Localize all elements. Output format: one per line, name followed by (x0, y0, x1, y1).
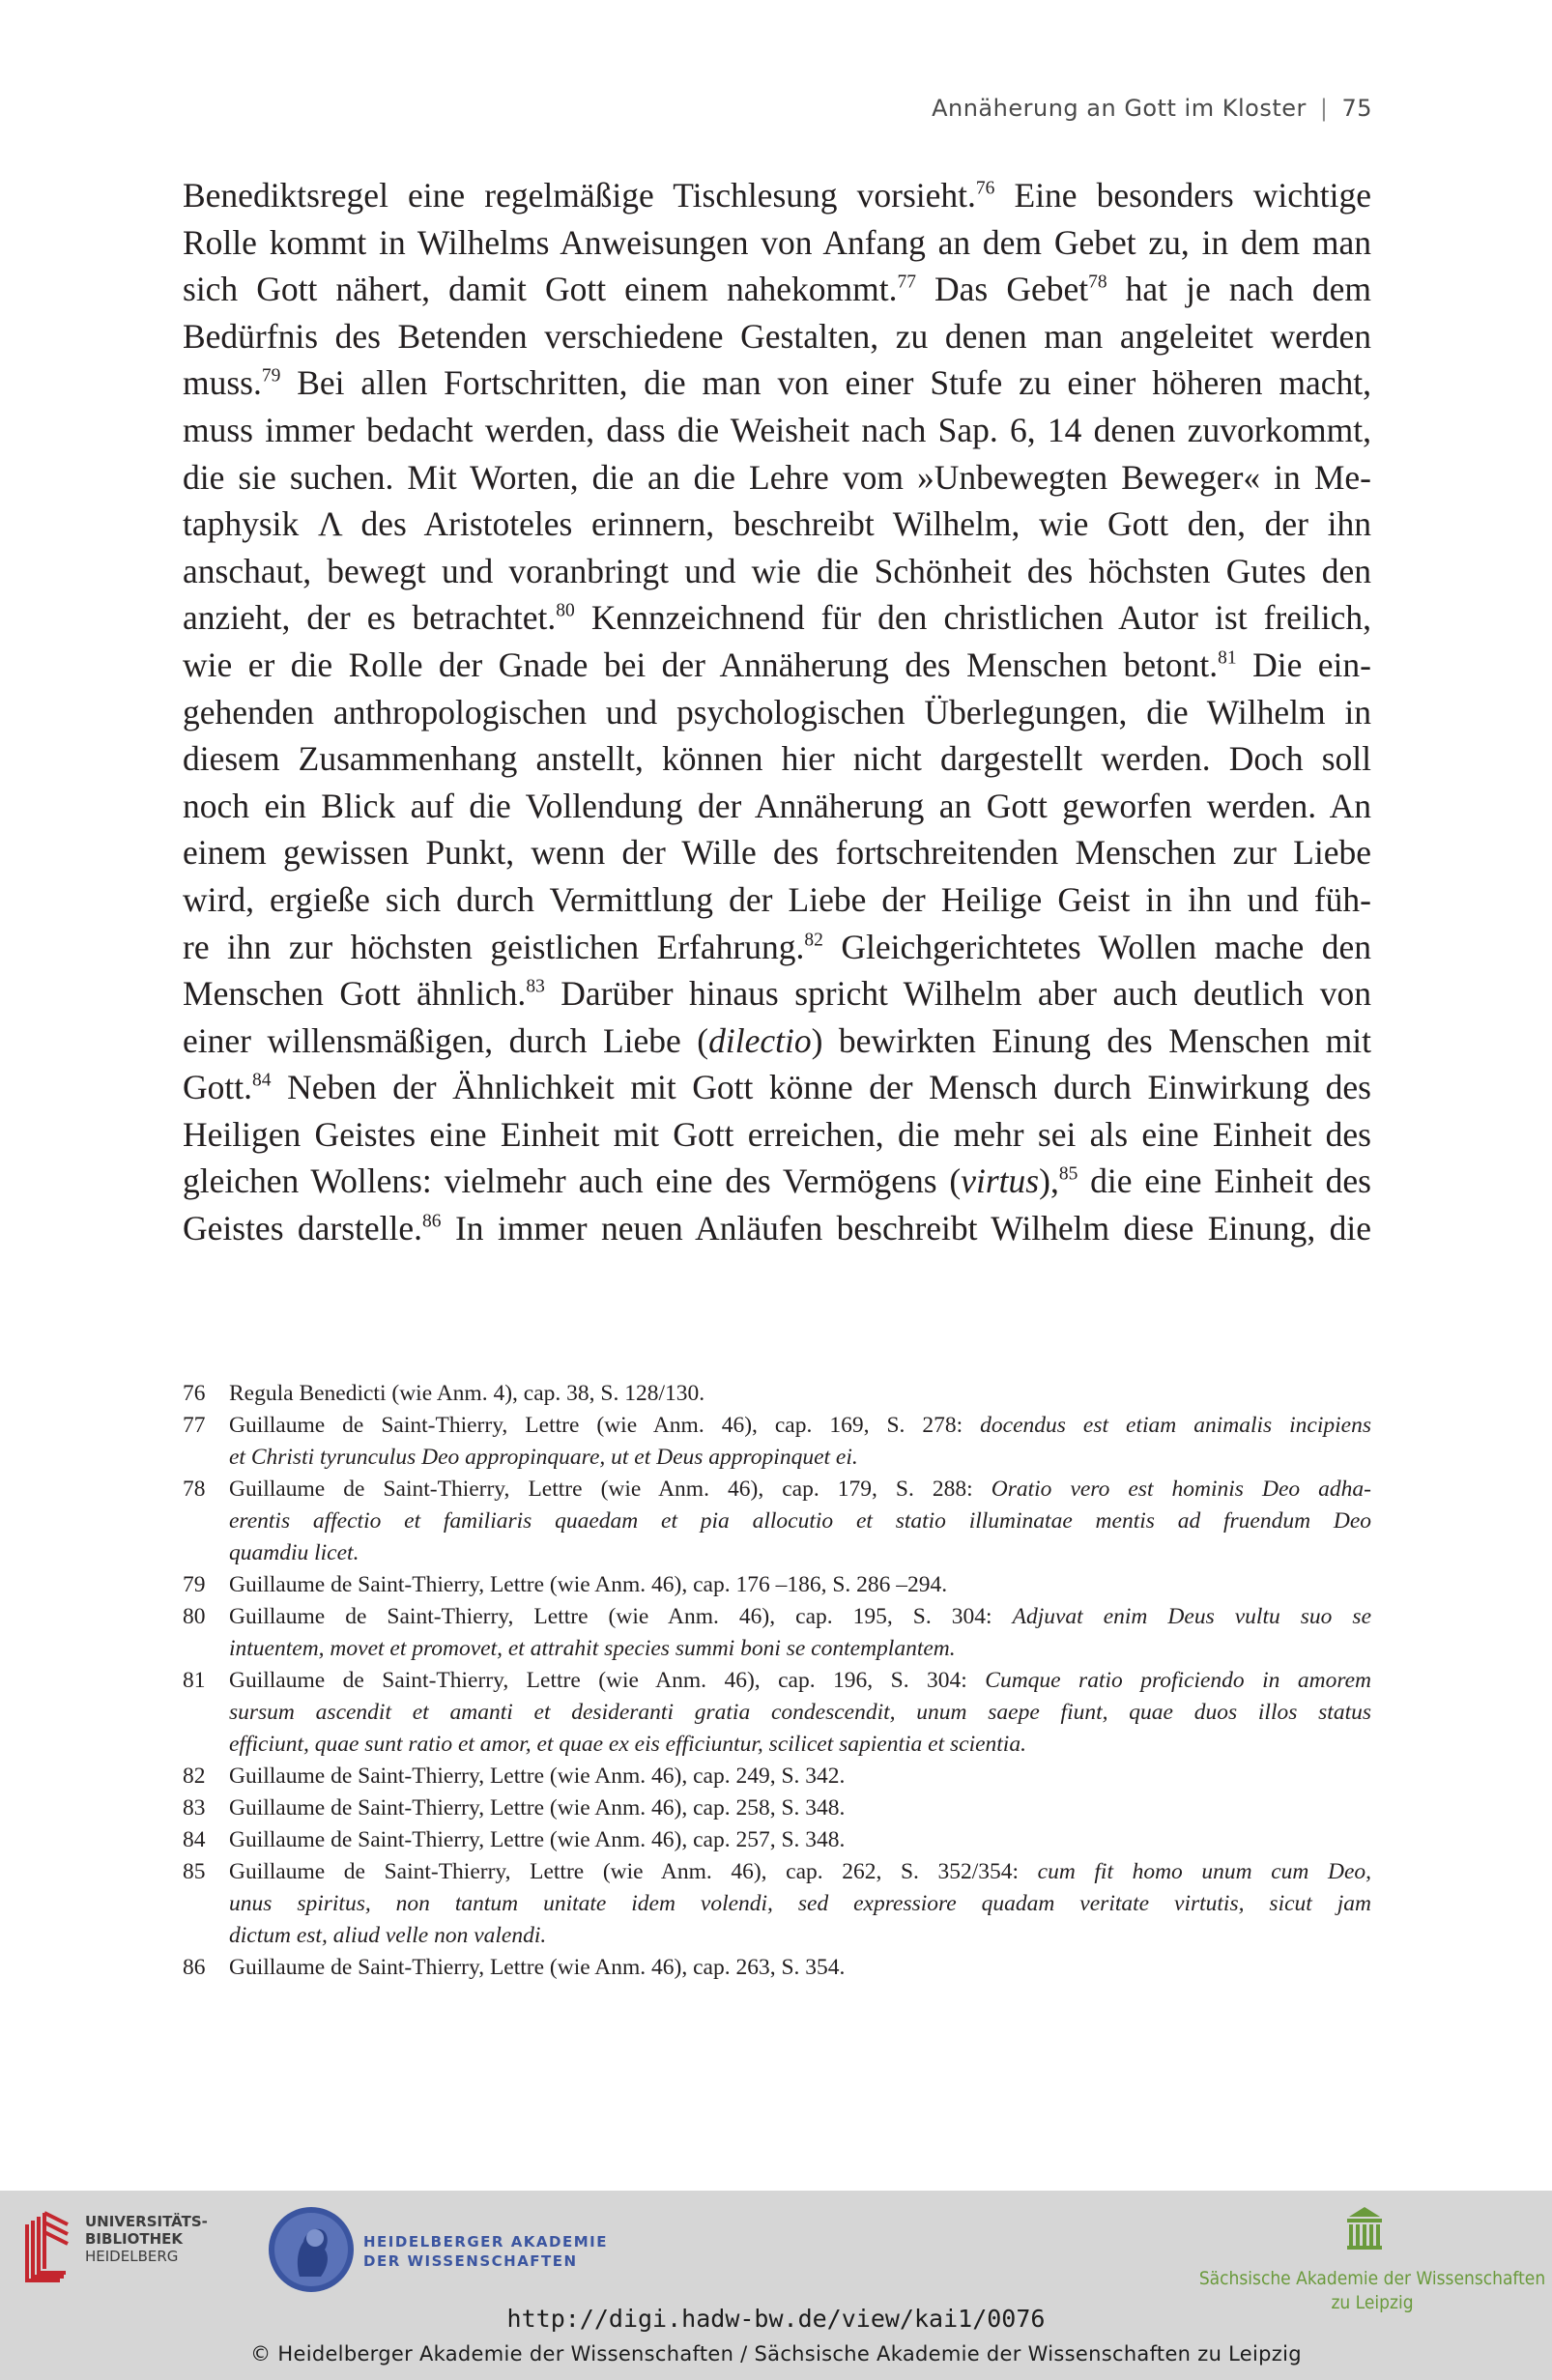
footnote (183, 1569, 1371, 1601)
text-line: anschaut, bewegt und voranbringt und wie die Schönheit des höchsten Gutes den (183, 551, 1371, 590)
footnote-ref[interactable]: 82 (804, 929, 823, 950)
text-line: Benediktsregel eine regelmäßige Tischlesung vorsieht.$^{76}$ Eine besonders wichtige (183, 176, 1371, 215)
footnote (183, 1665, 1371, 1761)
text-line: Rolle kommt in Wilhelms Anweisungen von Anfang an dem Gebet zu, in dem man (183, 222, 1371, 262)
footnote-number: 84 (183, 1827, 206, 1852)
footnote-number: 86 (183, 1955, 206, 1980)
text-line: wie er die Rolle der Gnade bei der Annäherung des Menschen betont.$^{81}$ Die ein- (183, 645, 1371, 684)
footnote-number: 78 (183, 1477, 206, 1502)
footnote (183, 1601, 1371, 1665)
running-head (932, 95, 1372, 122)
saw-logo-text: Sächsische Akademie der Wissenschaften zu Leipzig (1198, 2268, 1546, 2313)
academy-medal-icon (267, 2205, 356, 2294)
footnote-text: Guillaume de Saint-Thierry, Lettre (wie Anm. 46), cap. 263, S. 354. (229, 1955, 846, 1980)
footnote-text: Guillaume de Saint-Thierry, Lettre (wie Anm. 46), cap. 195, S. 304: Adjuvat enim Deus vultu suo se intuentem, movet et promovet, et attrahit species summi boni se contemplantem. (229, 1604, 1372, 1661)
footnote-ref[interactable]: 85 (1058, 1163, 1078, 1185)
footnote-number: 83 (183, 1795, 206, 1821)
footnote-ref[interactable]: 80 (556, 600, 575, 621)
text-line: muss immer bedacht werden, dass die Weisheit nach Sap. 6, 14 denen zuvorkommt, (183, 410, 1371, 449)
text-line: gehenden anthropologischen und psychologischen Überlegungen, die Wilhelm in (183, 692, 1371, 731)
text-line: wird, ergieße sich durch Vermittlung der Liebe der Heilige Geist in ihn und füh- (183, 879, 1371, 919)
footnote-ref[interactable]: 78 (1088, 272, 1107, 293)
text-line: taphysik Λ des Aristoteles erinnern, beschreibt Wilhelm, wie Gott den, der ihn (183, 504, 1371, 544)
footnote-number: 77 (183, 1413, 206, 1438)
text-line: re ihn zur höchsten geistlichen Erfahrung.$^{82}$ Gleichgerichtetes Wollen mache den (183, 927, 1372, 966)
main-text (183, 172, 1371, 1252)
text-line: die sie suchen. Mit Worten, die an die Lehre vom »Unbewegten Beweger« in Me- (183, 457, 1371, 497)
text-line: Heiligen Geistes eine Einheit mit Gott erreichen, die mehr sei als eine Einheit des (183, 1114, 1371, 1154)
footnote-ref[interactable]: 79 (261, 365, 281, 387)
footnote-ref[interactable]: 83 (526, 976, 545, 997)
footnote (183, 1378, 1371, 1410)
text-line: Bedürfnis des Betenden verschiedene Gestalten, zu denen man angeleitet werden (183, 316, 1371, 356)
footnote (183, 1410, 1371, 1474)
footnote (183, 1824, 1371, 1856)
footnote-text: Guillaume de Saint-Thierry, Lettre (wie Anm. 46), cap. 169, S. 278: docendus est etiam animalis incipiens et Christi tyrunculus Deo appropinquare, ut et Deus appropinquet ei. (229, 1413, 1371, 1470)
footnote (183, 1856, 1371, 1952)
footnote-number: 85 (183, 1859, 206, 1884)
ub-logo-text: UNIVERSITÄTS- BIBLIOTHEK HEIDELBERG (85, 2213, 208, 2265)
saw-leipzig-logo[interactable] (1198, 2205, 1546, 2321)
footnote-ref[interactable]: 84 (252, 1070, 272, 1091)
footnote (183, 1761, 1371, 1792)
hadw-logo-text: HEIDELBERGER AKADEMIE DER WISSENSCHAFTEN (363, 2233, 608, 2270)
saw-emblem-icon (1345, 2205, 1384, 2251)
page-number: 75 (1341, 95, 1372, 122)
footnote-text: Guillaume de Saint-Thierry, Lettre (wie Anm. 46), cap. 196, S. 304: Cumque ratio proficiendo in amorem sursum ascendit et amanti et desideranti gratia condescendit, unum saepe fiunt, quae duos illos status efficiunt, quae sunt ratio et amor, et quae ex eis efficiuntur, scilicet sapientia et scientia. (229, 1668, 1371, 1757)
footnote-ref[interactable]: 76 (975, 178, 995, 199)
footnote-text: Regula Benedicti (wie Anm. 4), cap. 38, S. 128/130. (229, 1381, 705, 1406)
copyright-notice: © Heidelberger Akademie der Wissenschaften / Sächsische Akademie der Wissenschaften zu Leipzig (250, 2342, 1302, 2366)
text-line: muss.$^{79}$ Bei allen Fortschritten, die man von einer Stufe zu einer höheren macht, (183, 363, 1371, 403)
ub-heidelberg-logo[interactable] (15, 2205, 209, 2311)
footnotes (183, 1378, 1371, 1984)
text-line: noch ein Blick auf die Vollendung der Annäherung an Gott geworfen werden. An (183, 786, 1371, 825)
hadw-logo[interactable] (267, 2205, 634, 2302)
footnote-number: 76 (183, 1381, 206, 1406)
footnote-text: Guillaume de Saint-Thierry, Lettre (wie Anm. 46), cap. 176 –186, S. 286 –294. (229, 1572, 948, 1597)
footnote (183, 1474, 1371, 1569)
ub-logo-icon (15, 2209, 73, 2284)
text-line: einer willensmäßigen, durch Liebe (dilectio) bewirkten Einung des Menschen mit (183, 1020, 1371, 1060)
footnote-number: 79 (183, 1572, 206, 1597)
footnote-number: 80 (183, 1604, 206, 1629)
text-line: Menschen Gott ähnlich.$^{83}$ Darüber hinaus spricht Wilhelm aber auch deutlich von (183, 974, 1371, 1014)
footnote (183, 1792, 1371, 1824)
permalink-url[interactable]: http://digi.hadw-bw.de/view/kai1/0076 (506, 2305, 1046, 2333)
text-line: Geistes darstelle.$^{86}$ In immer neuen Anläufen beschreibt Wilhelm diese Einung, die (183, 1209, 1371, 1248)
footnote-text: Guillaume de Saint-Thierry, Lettre (wie Anm. 46), cap. 249, S. 342. (229, 1763, 846, 1789)
footnote-ref[interactable]: 77 (897, 272, 916, 293)
footnote-text: Guillaume de Saint-Thierry, Lettre (wie Anm. 46), cap. 257, S. 348. (229, 1827, 846, 1852)
footnote-number: 82 (183, 1763, 206, 1789)
footnote-number: 81 (183, 1668, 206, 1693)
footnote-text: Guillaume de Saint-Thierry, Lettre (wie Anm. 46), cap. 179, S. 288: Oratio vero est hominis Deo adha- erentis affectio et familiaris quaedam et pia allocutio et statio illuminatae mentis ad fruendum Deo quamdiu licet. (229, 1477, 1371, 1565)
text-line: einem gewissen Punkt, wenn der Wille des fortschreitenden Menschen zur Liebe (183, 833, 1371, 873)
footnote-ref[interactable]: 86 (422, 1211, 442, 1232)
footnote (183, 1952, 1371, 1984)
text-line: sich Gott nähert, damit Gott einem nahekommt.$^{77}$ Das Gebet$^{78}$ hat je nach dem (183, 270, 1371, 309)
running-head-separator: | (1319, 95, 1329, 122)
text-line: anzieht, der es betrachtet.$^{80}$ Kennzeichnend für den christlichen Autor ist freilich, (183, 598, 1371, 638)
main-paragraph (183, 172, 1371, 1252)
footnote-text: Guillaume de Saint-Thierry, Lettre (wie Anm. 46), cap. 258, S. 348. (229, 1795, 846, 1821)
text-line: Gott.$^{84}$ Neben der Ähnlichkeit mit Gott könne der Mensch durch Einwirkung des (183, 1068, 1371, 1107)
text-line: diesem Zusammenhang anstellt, können hier nicht dargestellt werden. Doch soll (183, 739, 1371, 779)
footnote-ref[interactable]: 81 (1218, 647, 1237, 669)
text-line: gleichen Wollens: vielmehr auch eine des Vermögens (virtus),$^{85}$ die eine Einheit des (183, 1161, 1371, 1201)
footnote-text: Guillaume de Saint-Thierry, Lettre (wie Anm. 46), cap. 262, S. 352/354: cum fit homo unum cum Deo, unus spiritus, non tantum unitate idem volendi, sed expressiore quadam veritate virtutis, sicut jam dictum est, aliud velle non valendi. (229, 1859, 1372, 1948)
running-head-title: Annäherung an Gott im Kloster (932, 95, 1307, 122)
